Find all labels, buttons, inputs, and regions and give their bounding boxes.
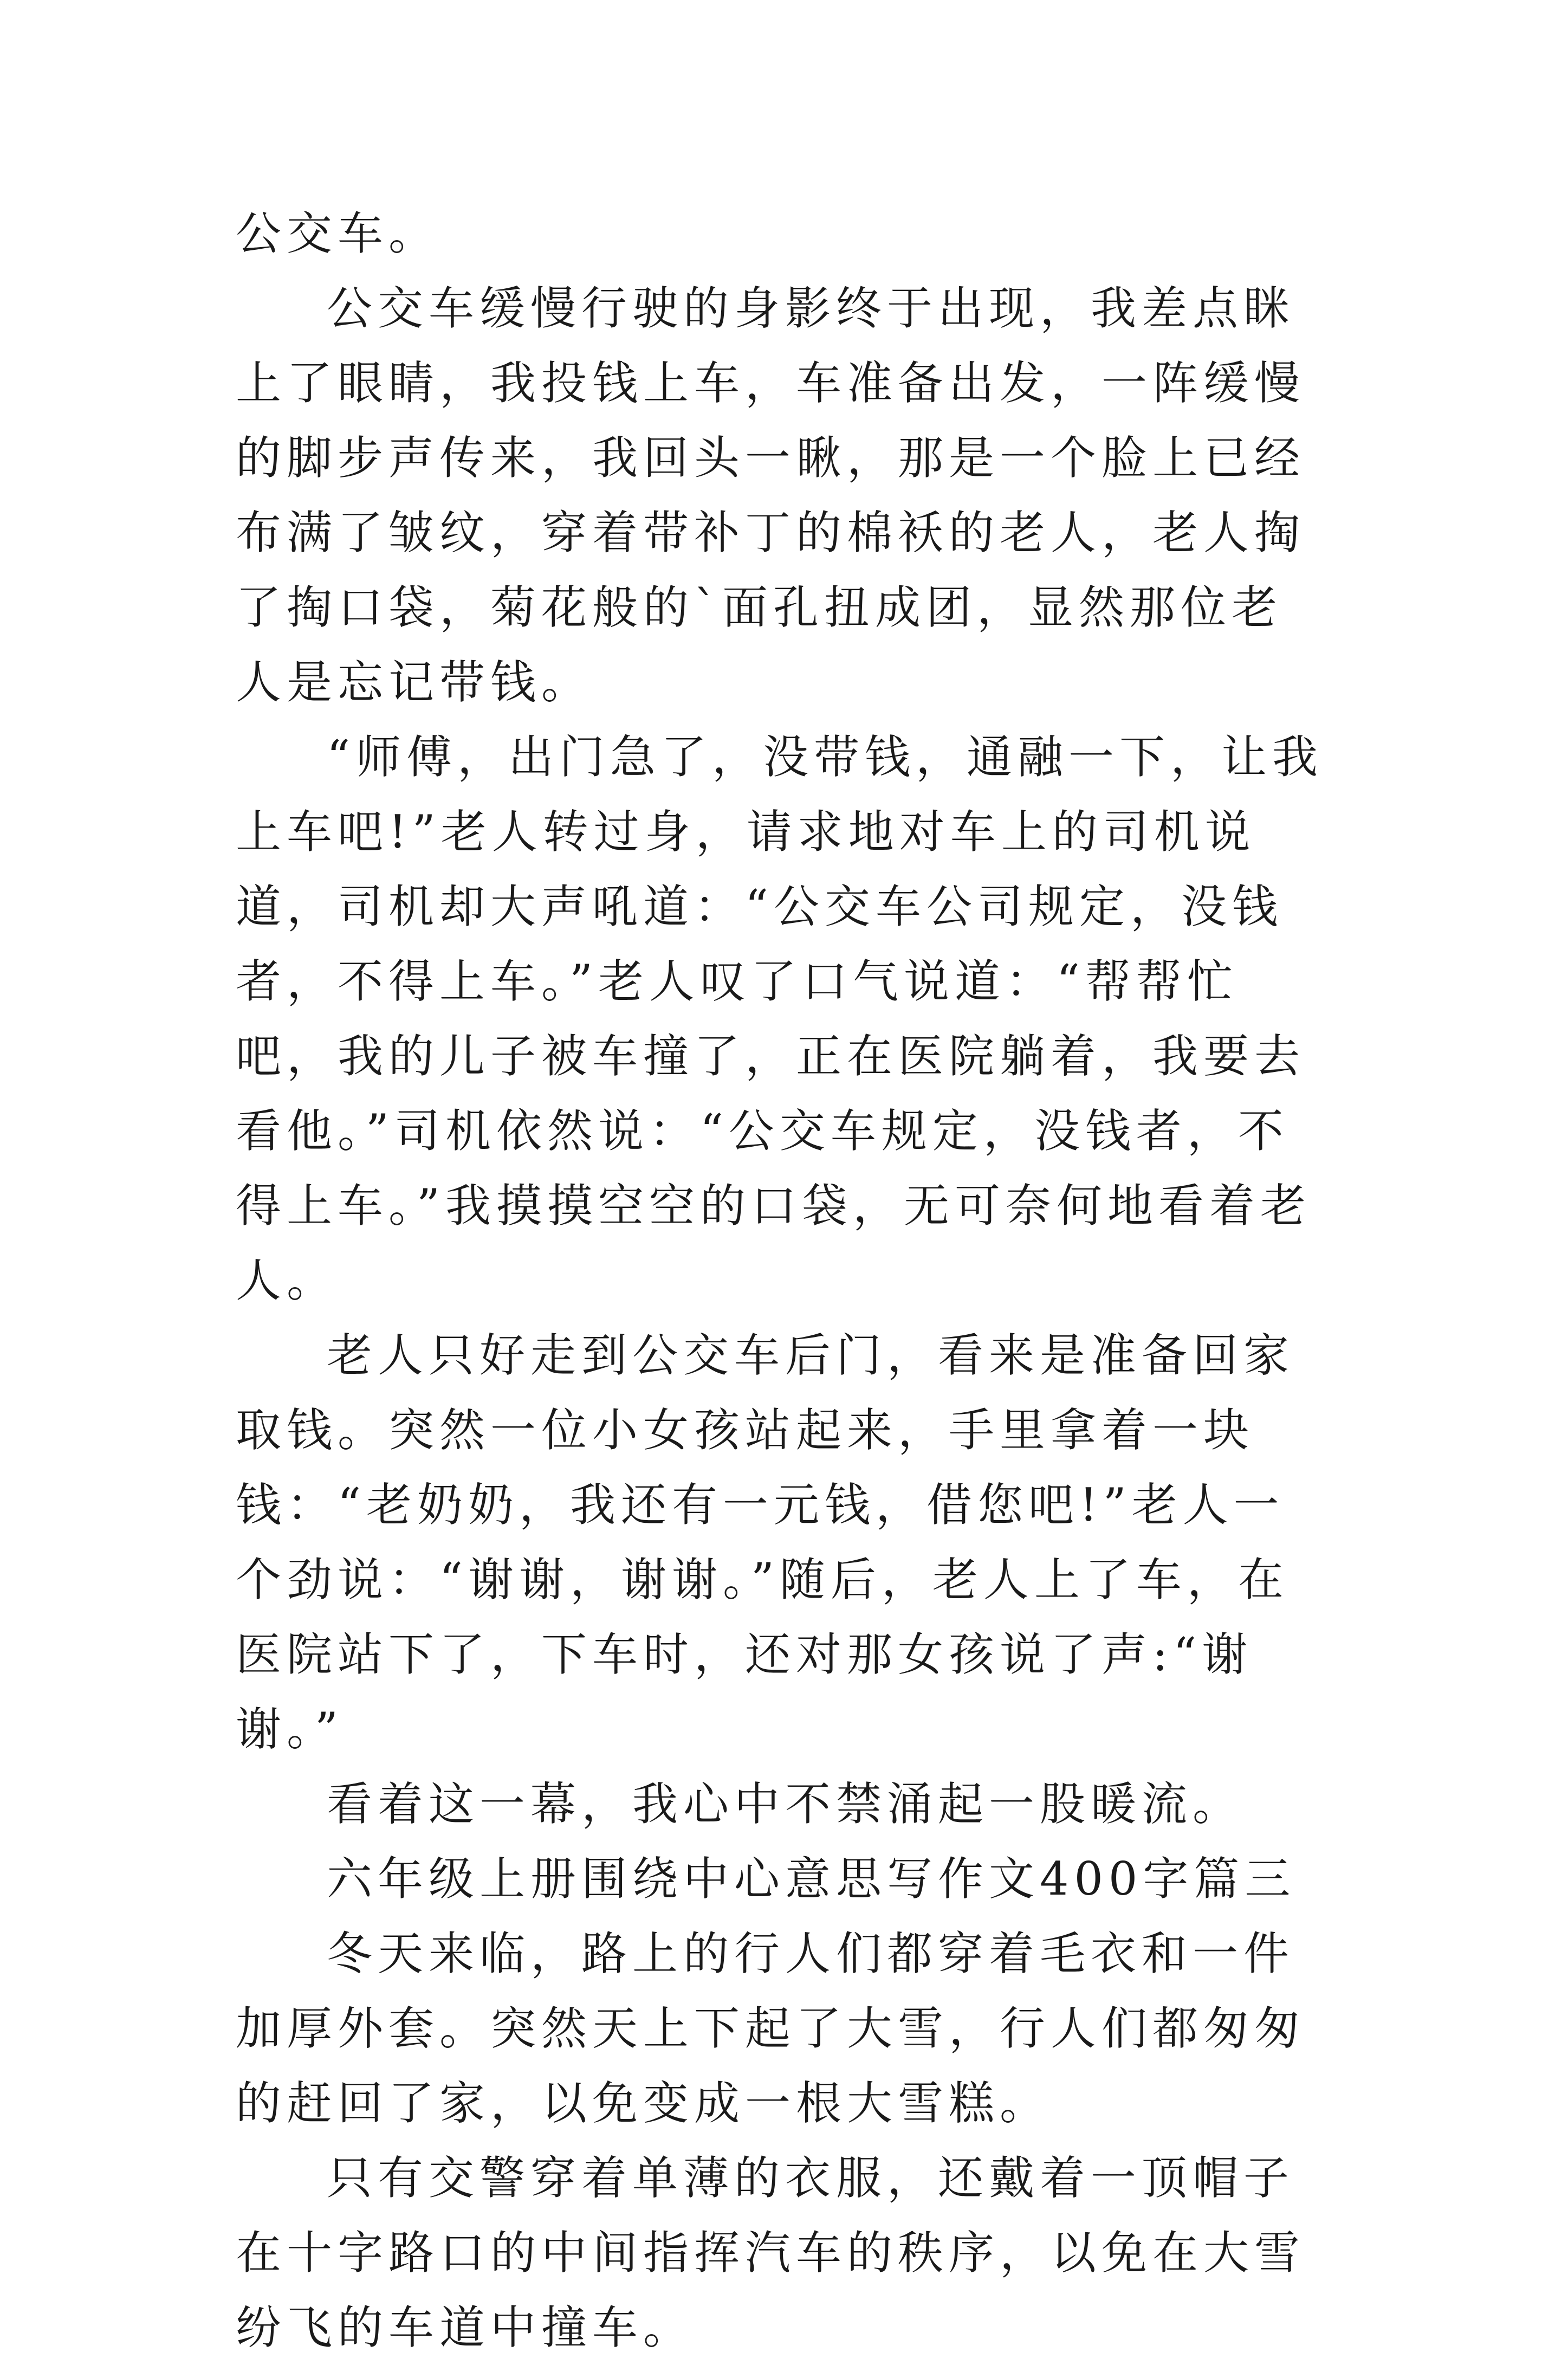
paragraph-dialogue: “师傅，出门急了，没带钱，通融一下，让我上车吧!”老人转过身，请求地对车上的司机说道，司机却大声吼道：“公交车公司规定，没钱者，不得上车。”老人叹了口气说道：“帮帮忙吧，我的儿子被车撞了，正在医院躺着，我要去看他。”司机依然说：“公交车规定，没钱者，不得上车。”我摸摸空空的口袋，无可奈何地看着老人。 [236, 731, 1323, 1307]
paragraph-warmth: 看着这一幕，我心中不禁涌起一股暖流。 [327, 1778, 1244, 1831]
paragraph-continuation: 公交车。 [236, 207, 440, 260]
paragraph-winter: 冬天来临，路上的行人们都穿着毛衣和一件加厚外套。突然天上下起了大雪，行人们都匆匆的赶回了家，以免变成一根大雪糕。 [236, 1927, 1306, 2130]
section-heading: 六年级上册围绕中心意思写作文400字篇三 [327, 1852, 1296, 1905]
document-body [236, 196, 1333, 2365]
paragraph-traffic-police: 只有交警穿着单薄的衣服，还戴着一顶帽子在十字路口的中间指挥汽车的秩序，以免在大雪纷飞的车道中撞车。 [236, 2151, 1306, 2354]
paragraph-girl-helps: 老人只好走到公交车后门，看来是准备回家取钱。突然一位小女孩站起来，手里拿着一块钱：“老奶奶，我还有一元钱，借您吧!”老人一个劲说：“谢谢，谢谢。”随后，老人上了车，在医院站下了，下车时，还对那女孩说了声:“谢谢。” [236, 1329, 1295, 1756]
paragraph-bus-arrives: 公交车缓慢行驶的身影终于出现，我差点眯上了眼睛，我投钱上车，车准备出发，一阵缓慢的脚步声传来，我回头一瞅，那是一个脸上已经布满了皱纹，穿着带补丁的棉袄的老人，老人掏了掏口袋，菊花般的`面孔扭成团，显然那位老人是忘记带钱。 [236, 282, 1306, 709]
